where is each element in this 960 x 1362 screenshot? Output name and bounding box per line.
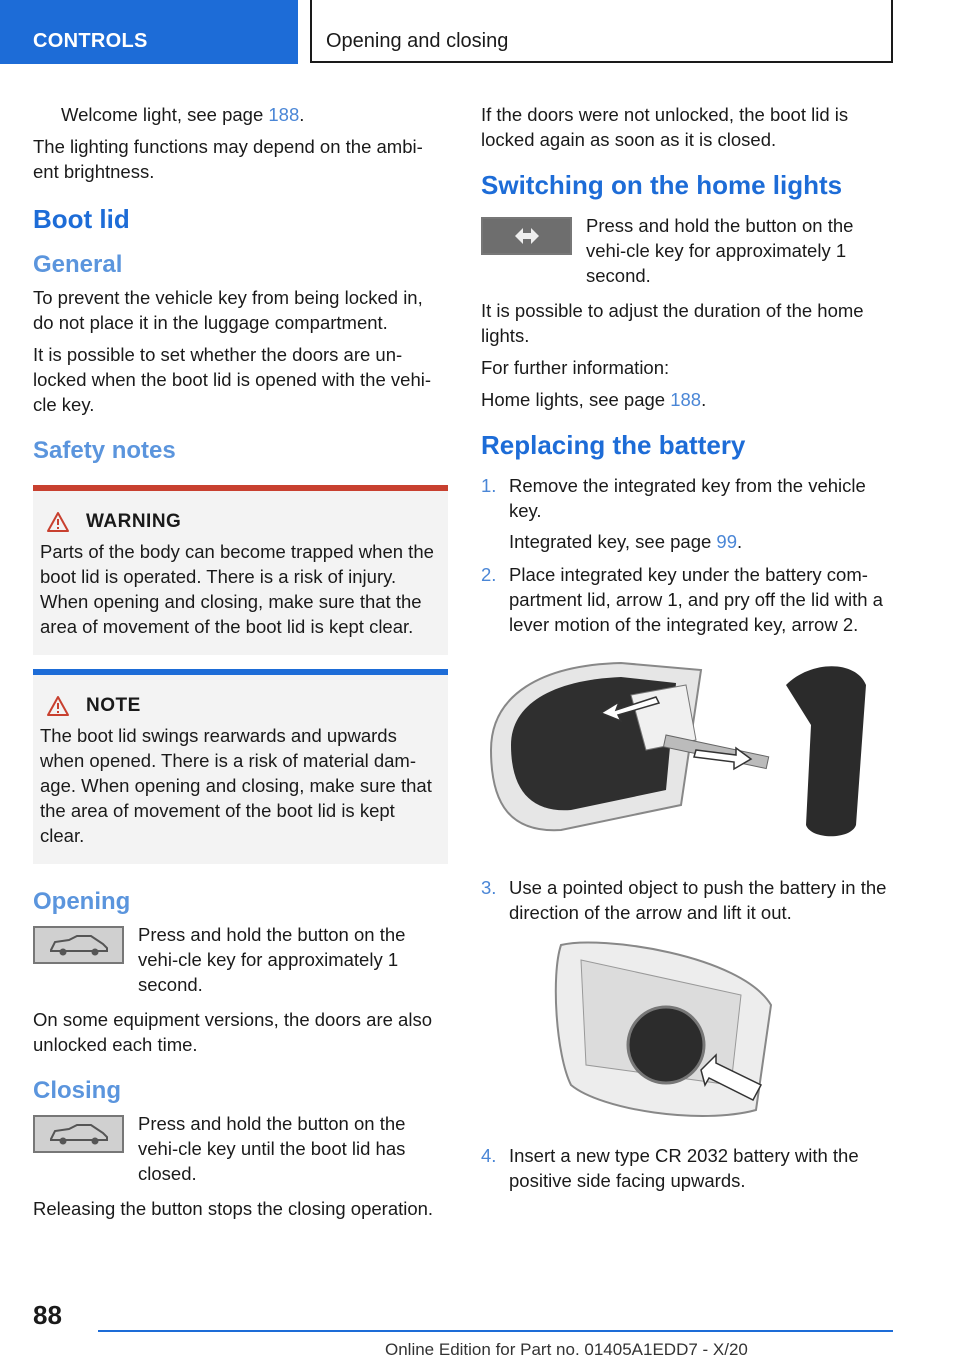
list-item: 2. Place integrated key under the battery com-partment lid, arrow 1, and pry off the lid with a lever motion of the integrated key, arrow 2.	[481, 564, 883, 635]
closing-heading: Closing	[33, 1077, 121, 1104]
general-heading: General	[33, 251, 123, 278]
header-section-label: CONTROLS	[33, 30, 148, 52]
warning-triangle-icon	[46, 695, 70, 717]
warning-box	[33, 485, 448, 655]
list-item: 4. Insert a new type CR 2032 battery with the positive side facing upwards.	[481, 1145, 859, 1191]
warning-triangle-icon	[46, 511, 70, 533]
right-column	[481, 102, 896, 1201]
general-paragraph-2: It is possible to set whether the doors are un-locked when the boot lid is opened with the vehi-cle key.	[33, 344, 432, 415]
footer-rule	[98, 1330, 893, 1332]
opening-heading: Opening	[33, 888, 131, 915]
left-column	[33, 102, 448, 1228]
page-link-188[interactable]: 188	[268, 104, 300, 125]
lighting-text: The lighting functions may depend on the ambi-ent brightness.	[33, 136, 423, 182]
opening-text: Press and hold the button on the vehi-cle key for approximately 1 second.	[138, 924, 406, 995]
header-chapter-label: Opening and closing	[326, 30, 509, 52]
header-chapter-box	[310, 0, 893, 63]
opening-paragraph-2: On some equipment versions, the doors are also unlocked each time.	[33, 1009, 432, 1055]
opening-instruction	[33, 922, 448, 997]
footer-edition: Online Edition for Part no. 01405A1EDD7 - X/20	[385, 1340, 748, 1359]
general-paragraph-1: To prevent the vehicle key from being locked in, do not place it in the luggage compartment.	[33, 287, 423, 333]
home-lights-paragraph-2: It is possible to adjust the duration of the home lights.	[481, 300, 864, 346]
welcome-light-ref: Welcome light, see page 188.	[61, 104, 305, 125]
header-section-tab	[0, 0, 298, 64]
note-text: The boot lid swings rearwards and upwards when opened. There is a risk of material dam-age. When opening and closing, make sure that the area of movement of the boot lid is kept clear.	[40, 725, 432, 846]
battery-steps	[481, 473, 896, 637]
home-lights-text: Press and hold the button on the vehi-cle key for approximately 1 second.	[586, 215, 854, 286]
warning-text: Parts of the body can become trapped when the boot lid is operated. There is a risk of injury. When opening and closing, make sure that the area of movement of the boot lid is kept clear.	[40, 541, 434, 637]
boot-lid-heading: Boot lid	[33, 204, 130, 234]
home-lights-paragraph-3: For further information:	[481, 357, 670, 378]
closing-instruction	[33, 1111, 448, 1186]
note-box	[33, 669, 448, 864]
replacing-battery-heading: Replacing the battery	[481, 430, 746, 460]
list-item: 1. Remove the integrated key from the vehicle key. Integrated key, see page 99.	[481, 475, 866, 552]
page-link-99[interactable]: 99	[716, 531, 737, 552]
warning-title: WARNING	[86, 511, 182, 532]
page-number: 88	[33, 1300, 62, 1330]
home-lights-instruction	[481, 213, 896, 288]
home-light-icon	[481, 217, 572, 255]
car-boot-icon	[33, 926, 124, 964]
home-lights-heading: Switching on the home lights	[481, 170, 843, 200]
closing-text: Press and hold the button on the vehi-cle key until the boot lid has closed.	[138, 1113, 406, 1184]
home-lights-ref: Home lights, see page 188.	[481, 389, 707, 410]
page-link-188[interactable]: 188	[670, 389, 702, 410]
battery-illustration	[541, 935, 896, 1125]
safety-notes-heading: Safety notes	[33, 437, 176, 464]
car-boot-icon	[33, 1115, 124, 1153]
note-title: NOTE	[86, 695, 141, 716]
key-lid-illustration	[481, 655, 896, 855]
list-item: 3. Use a pointed object to push the battery in the direction of the arrow and lift it out.	[481, 877, 887, 923]
closing-paragraph-2: Releasing the button stops the closing operation.	[33, 1198, 434, 1219]
unlock-text: If the doors were not unlocked, the boot lid is locked again as soon as it is closed.	[481, 104, 849, 150]
